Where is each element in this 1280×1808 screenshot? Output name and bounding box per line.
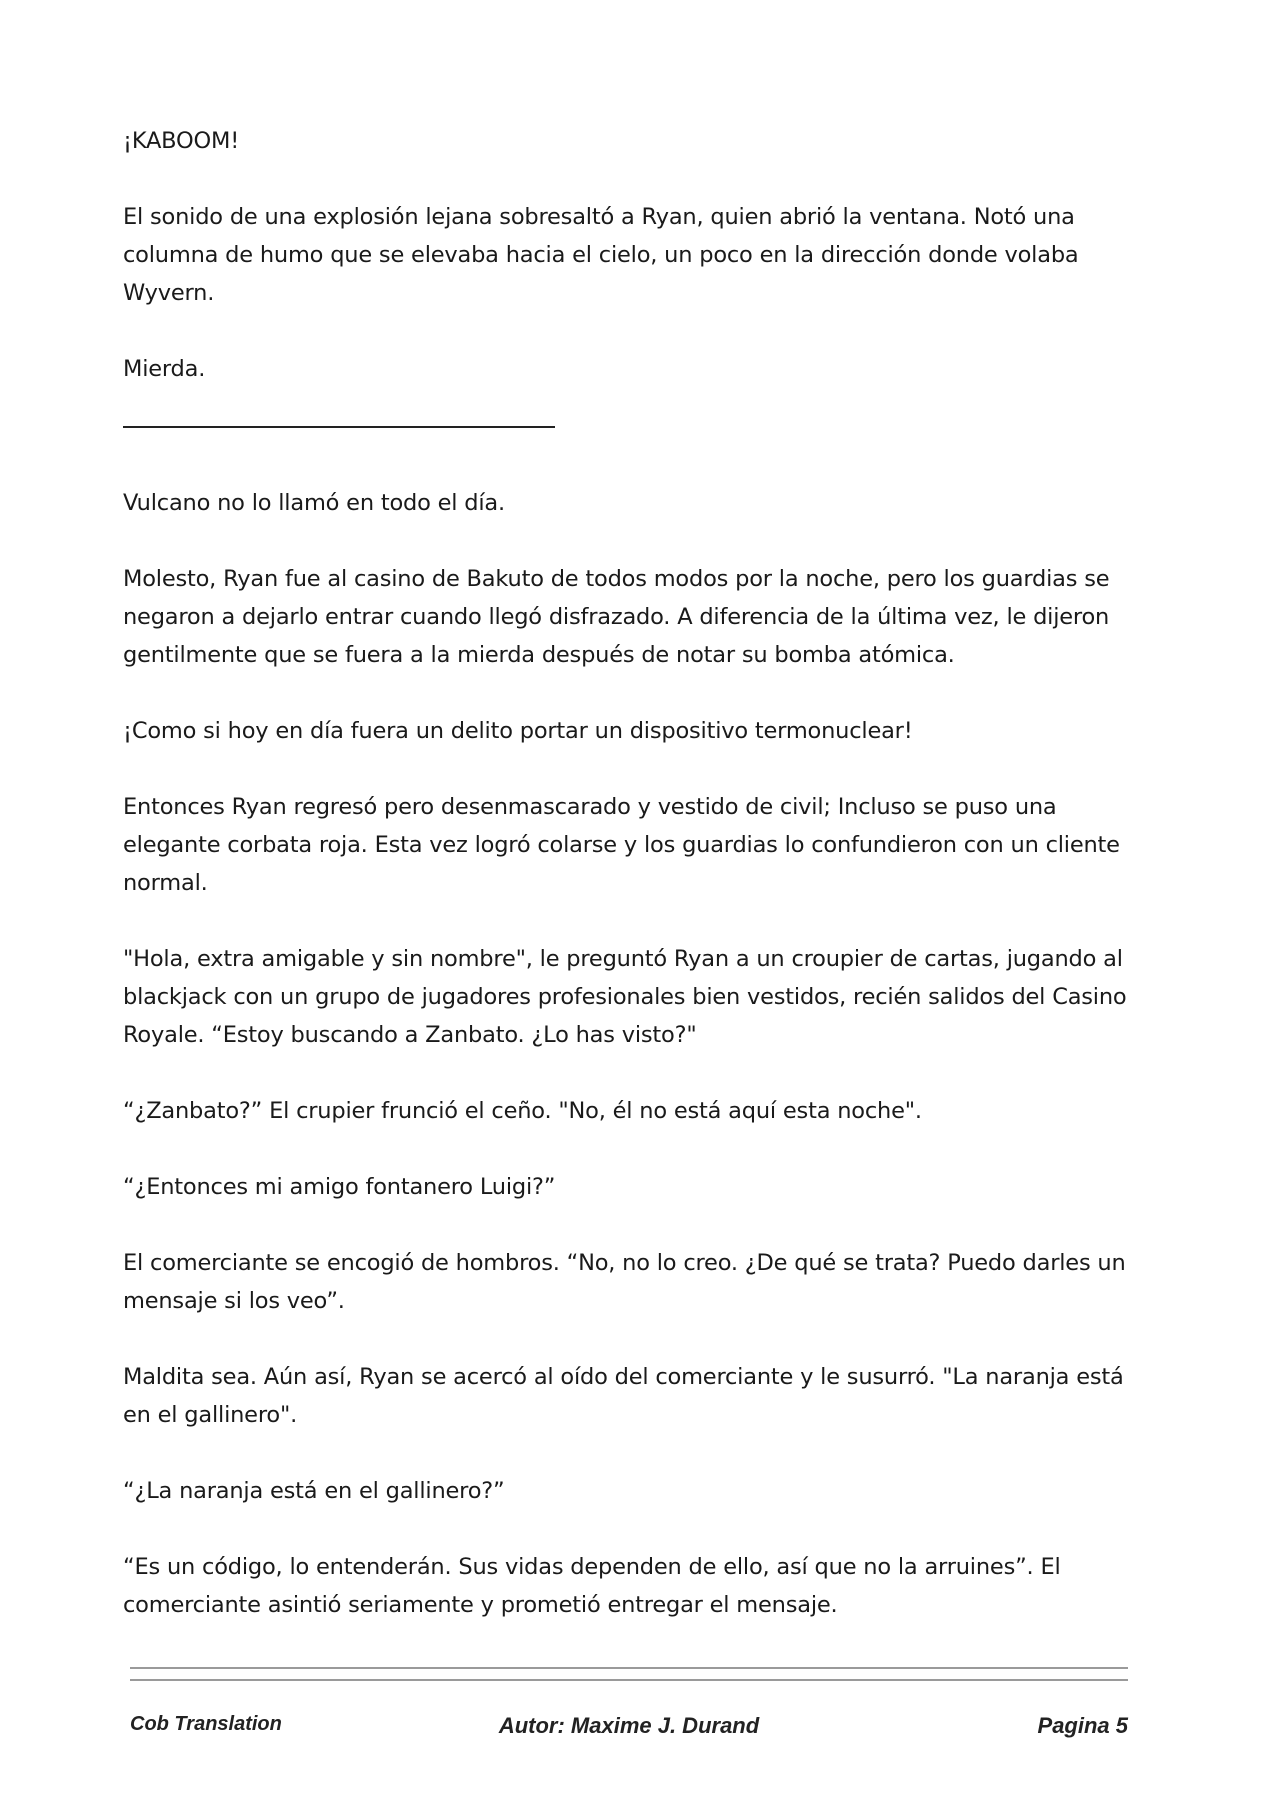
paragraph: Maldita sea. Aún así, Ryan se acercó al oído del comerciante y le susurró. "La naranja está en el gallinero". (123, 1364, 1124, 1428)
paragraph: “¿La naranja está en el gallinero?” (123, 1478, 505, 1504)
paragraph: Molesto, Ryan fue al casino de Bakuto de todos modos por la noche, pero los guardias se negaron a dejarlo entrar cuando llegó disfrazado. A diferencia de la última vez, le dijeron gentilmente que se fuera a la mierda después de notar su bomba atómica. (123, 566, 1110, 668)
paragraph: ¡Como si hoy en día fuera un delito portar un dispositivo termonuclear! (123, 718, 913, 744)
paragraph: ¡KABOOM! (123, 128, 240, 154)
paragraph: Vulcano no lo llamó en todo el día. (123, 490, 505, 516)
paragraph: Mierda. (123, 356, 206, 382)
paragraph: El sonido de una explosión lejana sobresaltó a Ryan, quien abrió la ventana. Notó una columna de humo que se elevaba hacia el cielo, un poco en la dirección donde volaba Wyvern. (123, 204, 1079, 306)
footer-rule-top (130, 1667, 1128, 1669)
footer-rule-bottom (130, 1679, 1128, 1681)
footer-page-number: Pagina 5 (1037, 1713, 1128, 1738)
paragraph: Entonces Ryan regresó pero desenmascarado y vestido de civil; Incluso se puso una elegante corbata roja. Esta vez logró colarse y los guardias lo confundieron con un cliente normal. (123, 794, 1120, 896)
footer-translator: Cob Translation (130, 1713, 282, 1735)
body-text (123, 122, 1158, 1662)
section-separator (123, 426, 555, 428)
paragraph: “¿Zanbato?” El crupier frunció el ceño. "No, él no está aquí esta noche". (123, 1098, 922, 1124)
paragraph: El comerciante se encogió de hombros. “No, no lo creo. ¿De qué se trata? Puedo darles un mensaje si los veo”. (123, 1250, 1126, 1314)
paragraph: “¿Entonces mi amigo fontanero Luigi?” (123, 1174, 556, 1200)
paragraph: "Hola, extra amigable y sin nombre", le preguntó Ryan a un croupier de cartas, jugando al blackjack con un grupo de jugadores profesionales bien vestidos, recién salidos del Casino Royale. “Estoy buscando a Zanbato. ¿Lo has visto?" (123, 946, 1127, 1048)
footer-author: Autor: Maxime J. Durand (498, 1713, 760, 1738)
paragraph: “Es un código, lo entenderán. Sus vidas dependen de ello, así que no la arruines”. El comerciante asintió seriamente y prometió entregar el mensaje. (123, 1554, 1061, 1618)
